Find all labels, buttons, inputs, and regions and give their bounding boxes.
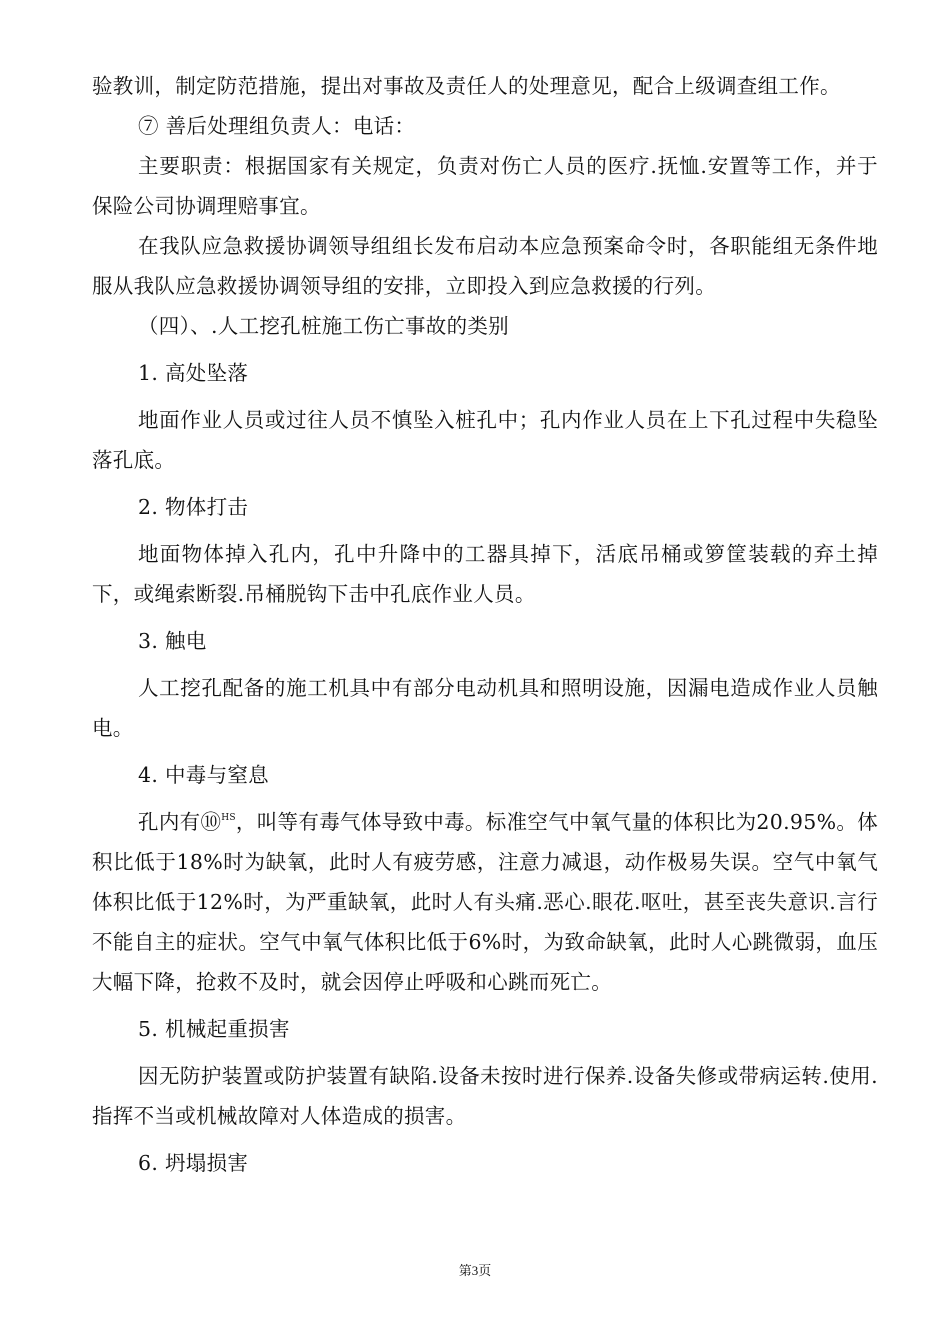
list-item-heading: 6. 坍塌损害 [138, 1151, 249, 1175]
list-item-heading: 2. 物体打击 [138, 495, 249, 519]
page-number: 第3页 [458, 1263, 492, 1278]
body-paragraph: 验教训，制定防范措施，提出对事故及责任人的处理意见，配合上级调查组工作。 [92, 74, 841, 98]
body-paragraph: 地面物体掉入孔内，孔中升降中的工器具掉下，活底吊桶或箩筐装载的弃土掉下，或绳索断裂.吊桶脱钩下击中孔底作业人员。 [92, 542, 878, 606]
body-paragraph: 地面作业人员或过往人员不慎坠入桩孔中；孔内作业人员在上下孔过程中失稳坠落孔底。 [92, 408, 878, 472]
body-paragraph: 在我队应急救援协调领导组组长发布启动本应急预案命令时，各职能组无条件地服从我队应急救援协调领导组的安排，立即投入到应急救援的行列。 [92, 234, 878, 298]
list-item-heading: 4. 中毒与窒息 [138, 763, 269, 787]
document-body [92, 66, 878, 1190]
body-paragraph: 因无防护装置或防护装置有缺陷.设备未按时进行保养.设备失修或带病运转.使用.指挥不当或机械故障对人体造成的损害。 [92, 1064, 878, 1128]
text-segment: ，叫等有毒气体导致中毒。标准空气中氧气量的体积比为20.95%。体积比低于18%时为缺氧，此时人有疲劳感，注意力减退，动作极易失误。空气中氧气体积比低于12%时，为严重缺氧，此时人有头痛.恶心.眼花.呕吐，甚至丧失意识.言行不能自主的症状。空气中氧气体积比低于6%时，为致命缺氧，此时人心跳微弱，血压大幅下降，抢救不及时，就会因停止呼吸和心跳而死亡。 [92, 810, 878, 994]
section-heading: （四）、.人工挖孔桩施工伤亡事故的类别 [138, 314, 509, 338]
list-item-heading: 5. 机械起重损害 [138, 1017, 290, 1041]
text-segment: 孔内有⑩ [138, 810, 222, 834]
body-paragraph-poisoning [92, 802, 878, 1002]
section-contact-line: ⑦ 善后处理组负责人：电话： [138, 114, 416, 138]
superscript-text: HS [221, 813, 236, 823]
body-paragraph: 主要职责：根据国家有关规定，负责对伤亡人员的医疗.抚恤.安置等工作，并于保险公司协调理赔事宜。 [92, 154, 878, 218]
body-paragraph: 人工挖孔配备的施工机具中有部分电动机具和照明设施，因漏电造成作业人员触电。 [92, 676, 878, 740]
list-item-heading: 3. 触电 [138, 629, 207, 653]
list-item-heading: 1. 高处坠落 [138, 361, 249, 385]
